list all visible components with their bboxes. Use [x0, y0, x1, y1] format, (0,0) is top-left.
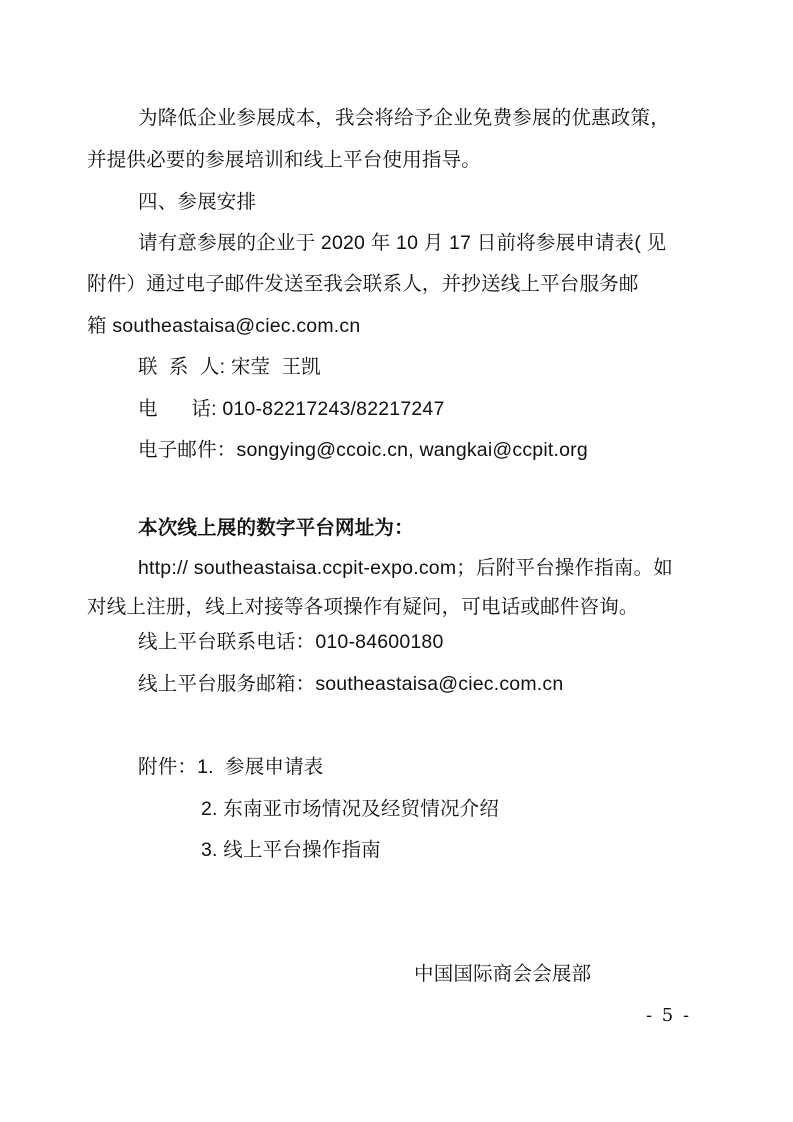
section4-heading: 四、参展安排 — [138, 191, 257, 213]
platform-email-line — [138, 672, 563, 696]
contact-person-line — [138, 355, 321, 379]
section4-para-line3-prefix: 箱 — [87, 315, 113, 337]
platform-url-suffix: ；后附平台操作指南。如 — [456, 557, 673, 579]
attachment-item-3: 3. 线上平台操作指南 — [201, 839, 381, 861]
contact-email-label: 电子邮件： — [138, 439, 237, 461]
platform-email-link[interactable]: southeastaisa@ciec.com.cn — [315, 673, 564, 695]
platform-phone-line — [138, 630, 444, 654]
page-number: - 5 - — [646, 1005, 692, 1026]
contact-email-links[interactable]: songying@ccoic.cn, wangkai@ccpit.org — [236, 439, 588, 461]
signature: 中国国际商会会展部 — [414, 963, 592, 985]
contact-person-value: 宋莹 王凯 — [230, 356, 321, 378]
attachment-item-1: 1. 参展申请表 — [197, 756, 324, 778]
platform-heading: 本次线上展的数字平台网址为： — [138, 517, 414, 539]
paragraph1-line2: 并提供必要的参展培训和线上平台使用指导。 — [87, 149, 482, 171]
section4-para-line2: 附件）通过电子邮件发送至我会联系人，并抄送线上平台服务邮 — [87, 273, 639, 295]
platform-phone-value: 010-84600180 — [315, 631, 444, 653]
attachment-item-2: 2. 东南亚市场情况及经贸情况介绍 — [201, 798, 500, 820]
contact-phone-label: 电 话: — [138, 398, 223, 420]
platform-email-label: 线上平台服务邮箱： — [138, 673, 316, 695]
paragraph1-line1: 为降低企业参展成本，我会将给予企业免费参展的优惠政策， — [138, 107, 670, 129]
attachments-line1 — [138, 755, 324, 779]
contact-phone-value: 010-82217243/82217247 — [222, 398, 445, 420]
section4-para-line3 — [87, 314, 360, 338]
attachments-label: 附件： — [138, 756, 198, 778]
contact-phone-line — [138, 397, 445, 421]
platform-line2: 对线上注册，线上对接等各项操作有疑问，可电话或邮件咨询。 — [87, 596, 639, 618]
contact-person-label: 联 系 人: — [138, 356, 231, 378]
section4-para-line1: 请有意参展的企业于 2020 年 10 月 17 日前将参展申请表( 见 — [138, 232, 667, 254]
platform-url-link[interactable]: http:// southeastaisa.ccpit-expo.com — [138, 557, 457, 579]
service-email-link[interactable]: southeastaisa@ciec.com.cn — [112, 315, 361, 337]
contact-email-line — [138, 438, 588, 462]
platform-url-line — [138, 556, 673, 580]
platform-phone-label: 线上平台联系电话： — [138, 631, 316, 653]
